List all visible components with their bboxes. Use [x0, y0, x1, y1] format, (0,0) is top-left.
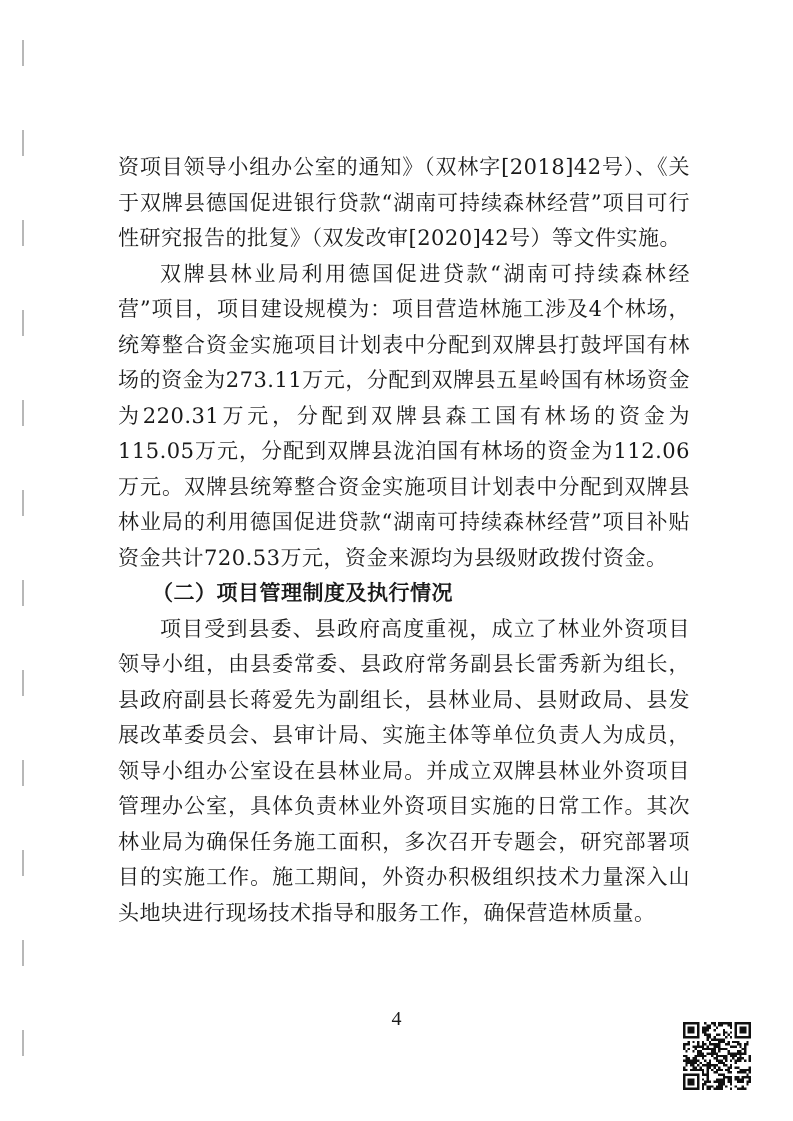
paragraph-management: 项目受到县委、县政府高度重视，成立了林业外资项目领导小组，由县委常委、县政府常务副县长雷秀新为组长，县政府副县长蒋爱先为副组长，县林业局、县财政局、县发展改革委员会、县审计局、实施主体等单位负责人为成员，领导小组办公室设在县林业局。并成立双牌县林业外资项目管理办公室，具体负责林业外资项目实施的日常工作。其次林业局为确保任务施工面积，多次召开专题会，研究部署项目的实施工作。施工期间，外资办积极组织技术力量深入山头地块进行现场技术指导和服务工作，确保营造林质量。 — [118, 616, 690, 925]
binding-margin-marks — [22, 20, 26, 1110]
page-number: 4 — [391, 1008, 402, 1030]
section-heading: （二）项目管理制度及执行情况 — [152, 581, 453, 605]
paragraph-continuation: 资项目领导小组办公室的通知》（双林字[2018]42号）、《关于双牌县德国促进银行贷款“湖南可持续森林经营”项目可行性研究报告的批复》（双发改审[2020]42号）等文件实施。 — [118, 155, 690, 250]
document-body — [118, 150, 690, 931]
qr-code-icon — [683, 1022, 751, 1090]
paragraph-project-scale: 双牌县林业局利用德国促进贷款“湖南可持续森林经营”项目，项目建设规模为：项目营造林施工涉及4个林场，统筹整合资金实施项目计划表中分配到双牌县打鼓坪国有林场的资金为273.11万元，分配到双牌县五星岭国有林场资金为220.31万元，分配到双牌县森工国有林场的资金为115.05万元，分配到双牌县泷泊国有林场的资金为112.06万元。双牌县统筹整合资金实施项目计划表中分配到双牌县林业局的利用德国促进贷款“湖南可持续森林经营”项目补贴资金共计720.53万元，资金来源均为县级财政拨付资金。 — [118, 261, 690, 570]
